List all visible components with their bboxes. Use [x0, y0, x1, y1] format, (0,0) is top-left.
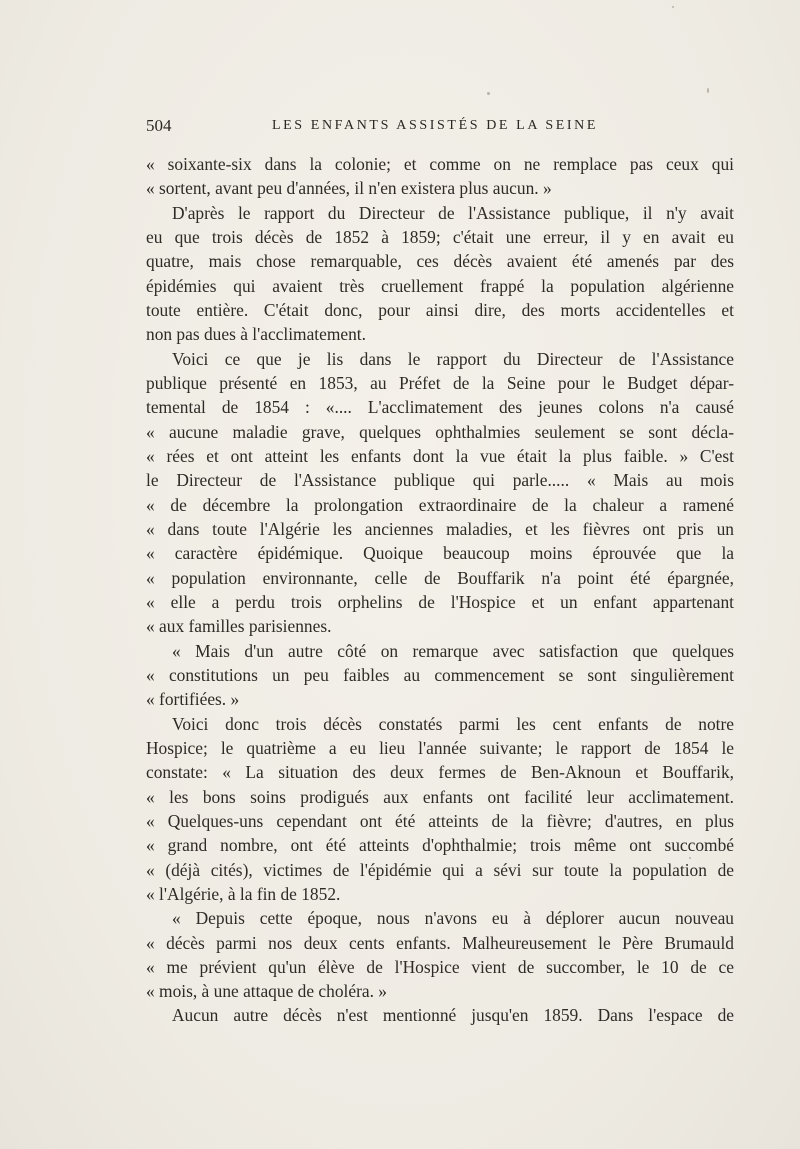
body-text — [146, 152, 734, 1028]
text-line: eu que trois décès de 1852 à 1859; c'était une erreur, il y en avait eu — [146, 226, 734, 247]
text-line: temental de 1854 : «.... L'acclimatement des jeunes colons n'a causé — [146, 397, 734, 418]
text-line: constate: « La situation des deux fermes de Ben-Aknoun et Bouffarik, — [146, 762, 734, 783]
text-line: le Directeur de l'Assistance publique qui parle..... « Mais au mois — [146, 470, 734, 491]
text-line: « elle a perdu trois orphelins de l'Hospice et un enfant appartenant — [146, 591, 734, 612]
text-line: « aux familles parisiennes. — [146, 616, 332, 637]
text-line: « caractère épidémique. Quoique beaucoup moins éprouvée que la — [146, 543, 734, 564]
text-line: « Mais d'un autre côté on remarque avec satisfaction que quelques — [172, 640, 734, 661]
text-line: « de décembre la prolongation extraordinaire de la chaleur a ramené — [146, 494, 734, 515]
text-line: « aucune maladie grave, quelques ophthalmies seulement se sont décla- — [146, 421, 734, 442]
page-number: 504 — [146, 116, 172, 135]
text-line: non pas dues à l'acclimatement. — [146, 324, 366, 345]
text-line: D'après le rapport du Directeur de l'Assistance publique, il n'y avait — [172, 202, 734, 223]
text-line: Voici ce que je lis dans le rapport du Directeur de l'Assistance — [172, 348, 734, 369]
text-line: « rées et ont atteint les enfants dont la vue était la plus faible. » C'est — [146, 445, 734, 466]
text-line: « l'Algérie, à la fin de 1852. — [146, 883, 341, 904]
text-line: « décès parmi nos deux cents enfants. Malheureusement le Père Brumauld — [146, 932, 734, 953]
text-line: « les bons soins prodigués aux enfants ont facilité leur acclimatement. — [146, 786, 734, 807]
paper-speck — [487, 92, 490, 95]
text-line: « constitutions un peu faibles au commencement se sont singulièrement — [146, 664, 734, 685]
text-line: Aucun autre décès n'est mentionné jusqu'en 1859. Dans l'espace de — [172, 1005, 734, 1026]
paper-speck — [672, 6, 674, 8]
text-line: « grand nombre, ont été atteints d'ophthalmie; trois même ont succombé — [146, 835, 734, 856]
text-line: « soixante-six dans la colonie; et comme on ne remplace pas ceux qui — [146, 154, 734, 174]
text-line: « (déjà cités), victimes de l'épidémie qui a sévi sur toute la population de — [146, 859, 734, 880]
paper-speck — [689, 857, 691, 859]
text-line: quatre, mais chose remarquable, ces décès avaient été amenés par des — [146, 251, 734, 272]
text-line: « Depuis cette époque, nous n'avons eu à déplorer aucun nouveau — [172, 908, 734, 929]
text-line: « sortent, avant peu d'années, il n'en existera plus aucun. » — [146, 178, 552, 199]
text-line: « population environnante, celle de Bouffarik n'a point été épargnée, — [146, 567, 734, 588]
text-line: publique présenté en 1853, au Préfet de la Seine pour le Budget dépar- — [146, 372, 734, 393]
text-line: « mois, à une attaque de choléra. » — [146, 981, 387, 1002]
text-line: toute entière. C'était donc, pour ainsi dire, des morts accidentelles et — [146, 299, 734, 320]
text-line: « me prévient qu'un élève de l'Hospice vient de succomber, le 10 de ce — [146, 956, 734, 977]
text-line: « dans toute l'Algérie les anciennes maladies, et les fièvres ont pris un — [146, 518, 734, 539]
text-line: Hospice; le quatrième a eu lieu l'année suivante; le rapport de 1854 le — [146, 737, 734, 758]
paper-speck — [707, 88, 709, 93]
text-line: Voici donc trois décès constatés parmi les cent enfants de notre — [172, 713, 734, 734]
text-line: « fortifiées. » — [146, 689, 240, 710]
running-head: LES ENFANTS ASSISTÉS DE LA SEINE — [272, 118, 599, 133]
text-line: « Quelques-uns cependant ont été atteints de la fièvre; d'autres, en plus — [146, 810, 734, 831]
page-header — [146, 116, 734, 138]
text-line: épidémies qui avaient très cruellement frappé la population algérienne — [146, 275, 734, 296]
